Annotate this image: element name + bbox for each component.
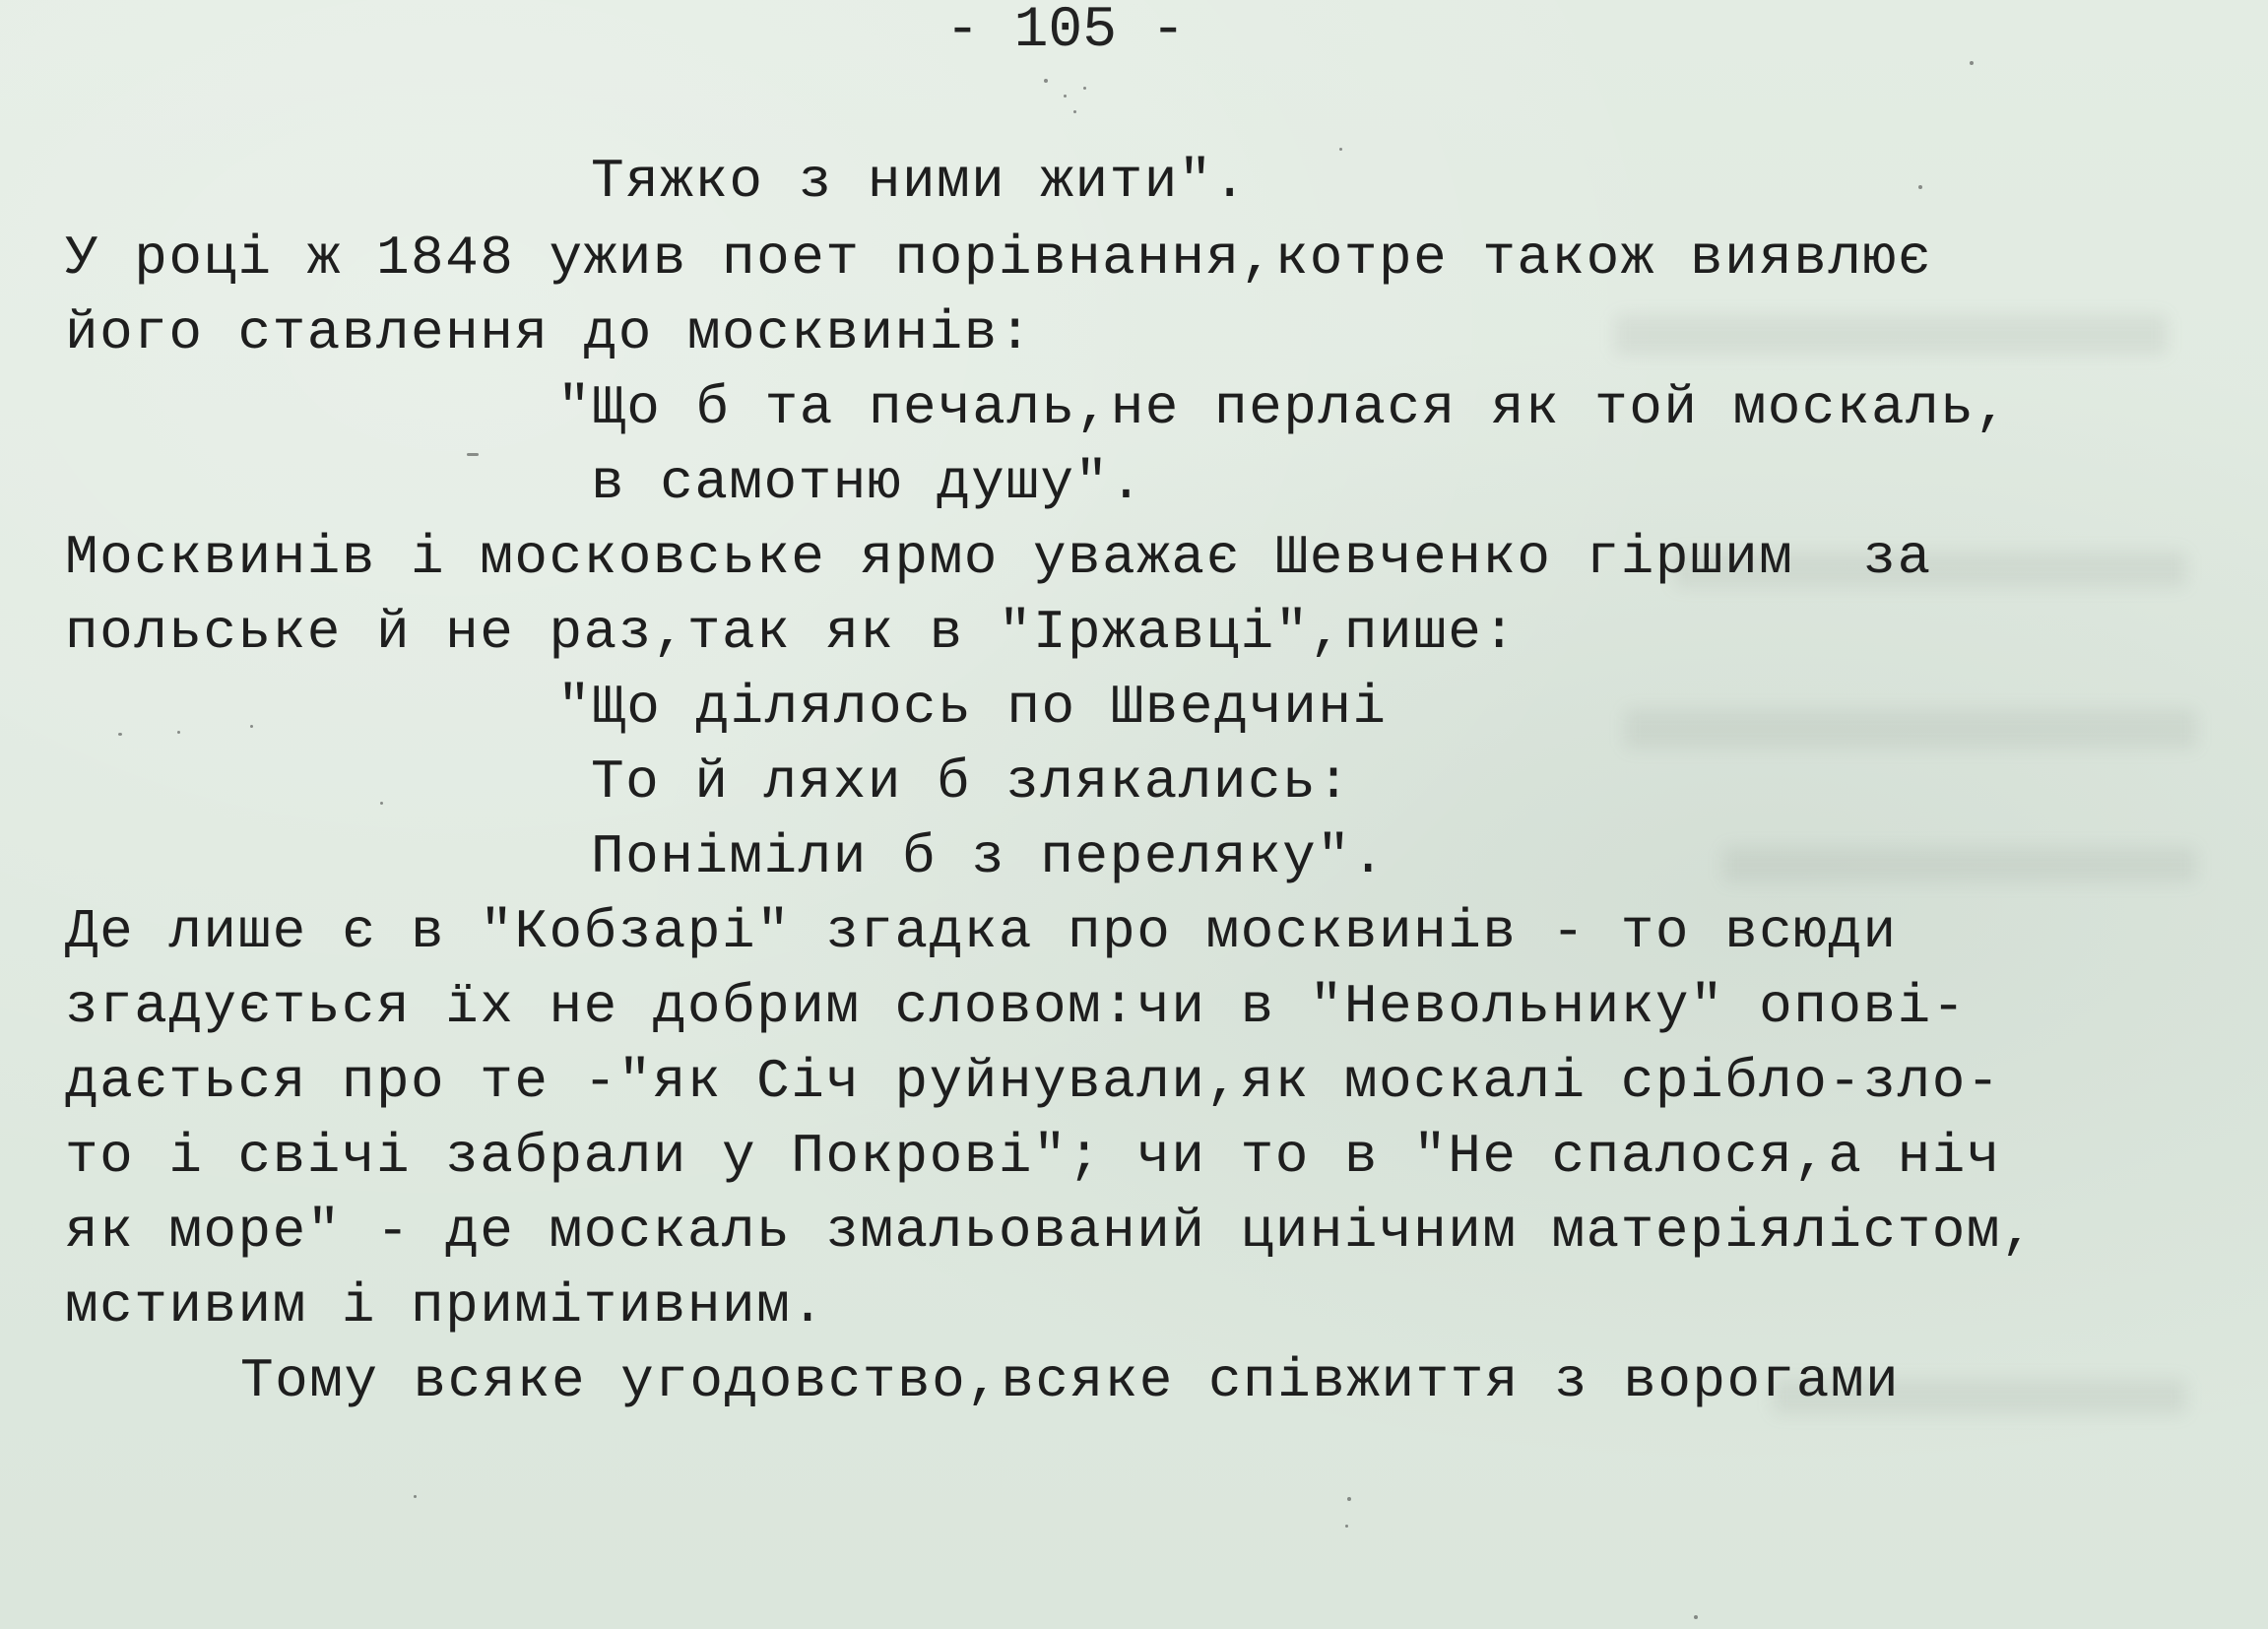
- text-line-2: У році ж 1848 ужив поет порівнання,котре також виявлює: [65, 227, 1932, 290]
- paper-speck: [1064, 95, 1067, 98]
- paper-speck: [1347, 1497, 1351, 1501]
- paper-speck: [177, 731, 180, 734]
- page-number: - 105 -: [945, 0, 1186, 63]
- paper-speck: [380, 802, 383, 805]
- text-line-9: То й ляхи б злякались:: [591, 750, 1352, 814]
- paper-speck: [1073, 110, 1076, 113]
- text-line-7: польське й не раз,так як в "Іржавці",пише:: [65, 601, 1518, 664]
- text-line-3: його ставлення до москвинів:: [65, 301, 1033, 364]
- text-line-6: Москвинів і московське ярмо уважає Шевченко гіршим за: [65, 526, 1932, 589]
- text-line-4: "Що б та печаль,не перлася як той москаль,: [557, 376, 2010, 439]
- text-line-15: як море" - де москаль змальований цинічним матеріялістом,: [65, 1200, 2037, 1263]
- text-line-8: "Що ділялось по Шведчині: [557, 676, 1388, 739]
- text-line-5: в самотню душу".: [591, 451, 1144, 514]
- paper-speck: [118, 733, 122, 736]
- paper-speck: [414, 1495, 417, 1498]
- text-line-14: то і свічі забрали у Покрові"; чи то в "Не спалося,а ніч: [65, 1125, 2001, 1188]
- paper-speck: [1345, 1525, 1348, 1528]
- paper-speck: [1339, 148, 1342, 151]
- bleed-through-shadow: [1625, 709, 2196, 749]
- bleed-through-shadow: [1723, 847, 2196, 882]
- paper-speck: [1044, 79, 1048, 83]
- text-line-11: Де лише є в "Кобзарі" згадка про москвинів - то всюди: [65, 900, 1898, 963]
- paper-speck: [1694, 1615, 1698, 1619]
- text-line-1: Тяжко з ними жити".: [591, 150, 1249, 213]
- paper-speck: [467, 453, 479, 456]
- text-line-12: згадується їх не добрим словом:чи в "Невольнику" опові-: [65, 975, 1967, 1038]
- text-line-16: мстивим і примітивним.: [65, 1274, 826, 1337]
- paper-speck: [250, 725, 253, 728]
- paper-speck: [1970, 61, 1974, 65]
- text-line-10: Поніміли б з переляку".: [591, 825, 1387, 888]
- paper-speck: [1083, 87, 1086, 90]
- bleed-through-shadow: [1615, 315, 2167, 355]
- text-line-17: Тому всяке угодовство,всяке співжиття з ворогами: [240, 1349, 1901, 1412]
- paper-speck: [1918, 185, 1922, 189]
- text-line-13: дається про те -"як Січ руйнували,як москалі срібло-зло-: [65, 1050, 2001, 1113]
